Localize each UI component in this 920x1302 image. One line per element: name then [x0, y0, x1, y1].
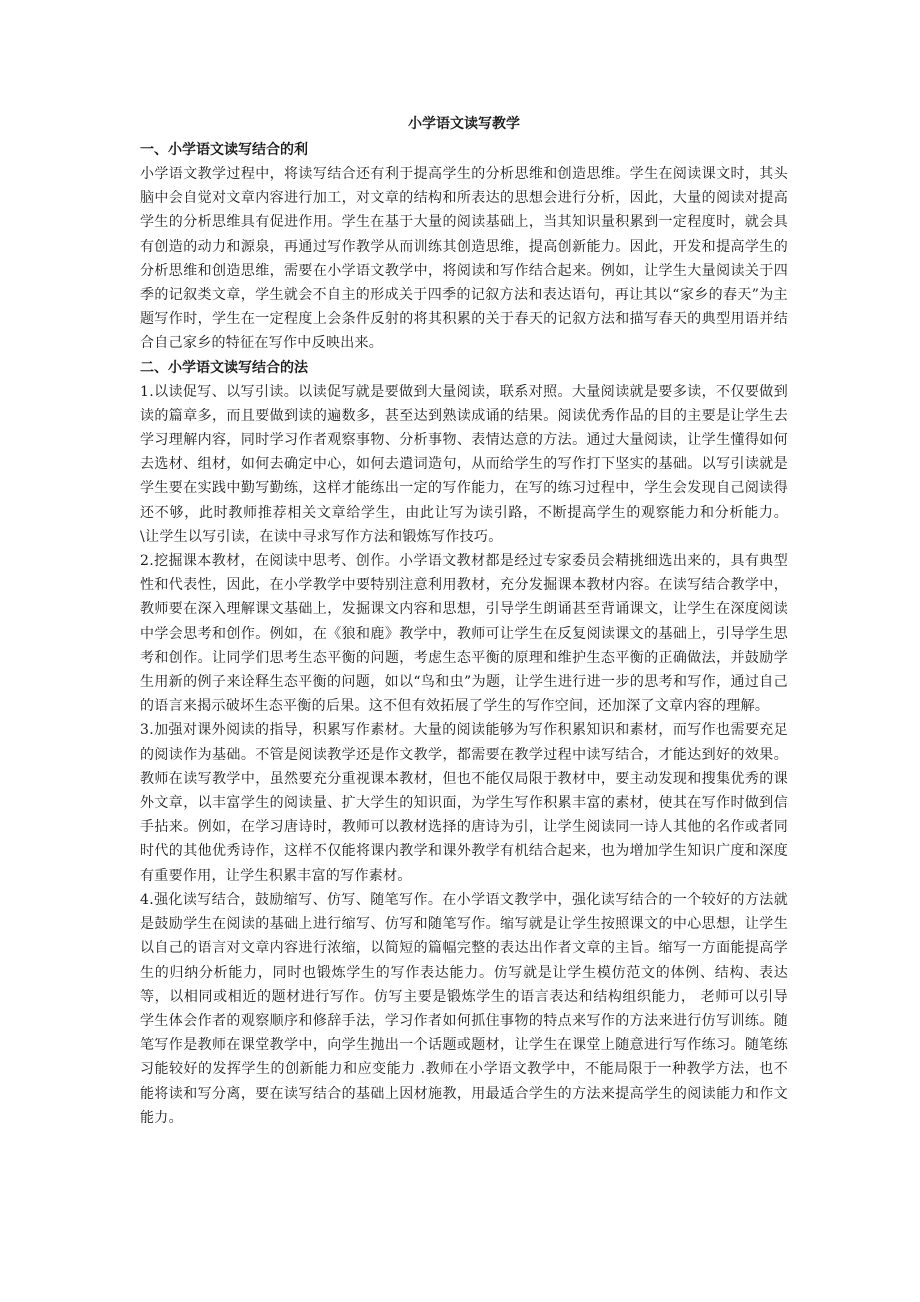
paragraph: 2.挖掘课本教材，在阅读中思考、创作。小学语文教材都是经过专家委员会精挑细选出来的，具有典型性和代表性，因此，在小学教学中要特别注意利用教材，充分发掘课本教材内容。在读写结合教学中，教师要在深入理解课文基础上，发掘课文内容和思想，引导学生朗诵甚至背诵课文，让学生在深度阅读中学会思考和创作。例如，在《狼和鹿》教学中，教师可让学生在反复阅读课文的基础上，引导学生思考和创作。让同学们思考生态平衡的问题，考虑生态平衡的原理和维护生态平衡的正确做法，并鼓励学生用新的例子来诠释生态平衡的问题，如以“鸟和虫”为题，让学生进行进一步的思考和写作，通过自己的语言来揭示破坏生态平衡的后果。这不但有效拓展了学生的写作空间，还加深了文章内容的理解。 — [140, 553, 788, 715]
paragraph: 3.加强对课外阅读的指导，积累写作素材。大量的阅读能够为写作积累知识和素材，而写作也需要充足的阅读作为基础。不管是阅读教学还是作文教学，都需要在教学过程中读写结合，才能达到好的效果。教师在读写教学中，虽然要充分重视课本教材，但也不能仅局限于教材中，要主动发现和搜集优秀的课外文章，以丰富学生的阅读量、扩大学生的知识面，为学生写作积累丰富的素材，使其在写作时做到信手拈来。例如，在学习唐诗时，教师可以教材选择的唐诗为引，让学生阅读同一诗人其他的名作或者同时代的其他优秀诗作，这样不仅能将课内教学和课外教学有机结合起来，也为增加学生知识广度和深度有重要作用，让学生积累丰富的写作素材。 — [140, 722, 788, 884]
paragraph: 4.强化读写结合，鼓励缩写、仿写、随笔写作。在小学语文教学中，强化读写结合的一个较好的方法就是鼓励学生在阅读的基础上进行缩写、仿写和随笔写作。缩写就是让学生按照课文的中心思想，让学生以自己的语言对文章内容进行浓缩，以简短的篇幅完整的表达出作者文章的主旨。缩写一方面能提高学生的归纳分析能力，同时也锻炼学生的写作表达能力。仿写就是让学生模仿范文的体例、结构、表达等，以相同或相近的题材进行写作。仿写主要是锻炼学生的语言表达和结构组织能力， 老师可以引导学生体会作者的观察顺序和修辞手法，学习作者如何抓住事物的特点来写作的方法来进行仿写训练。随笔写作是教师在课堂教学中，向学生抛出一个话题或题材，让学生在课堂上随意进行写作练习。随笔练习能较好的发挥学生的创新能力和应变能力 .教师在小学语文教学中，不能局限于一种教学方法，也不能将读和写分离，要在读写结合的基础上因材施教，用最适合学生的方法来提高学生的阅读能力和作文能力。 — [140, 891, 788, 1126]
paragraph: 小学语文教学过程中，将读写结合还有利于提高学生的分析思维和创造思维。学生在阅读课文时，其头脑中会自觉对文章内容进行加工，对文章的结构和所表达的思想会进行分析，因此，大量的阅读对提高学生的分析思维具有促进作用。学生在基于大量的阅读基础上，当其知识量积累到一定程度时，就会具有创造的动力和源泉，再通过写作教学从而训练其创造思维，提高创新能力。因此，开发和提高学生的分析思维和创造思维，需要在小学语文教学中，将阅读和写作结合起来。例如，让学生大量阅读关于四季的记叙类文章，学生就会不自主的形成关于四季的记叙方法和表达语句，再让其以“家乡的春天”为主题写作时，学生在一定程度上会条件反射的将其积累的关于春天的记叙方法和描写春天的典型用语并结合自己家乡的特征在写作中反映出来。 — [140, 166, 788, 352]
section-advantages — [140, 138, 788, 356]
paragraph: 1.以读促写、以写引读。以读促写就是要做到大量阅读，联系对照。大量阅读就是要多读，不仅要做到读的篇章多，而且要做到读的遍数多，甚至达到熟读成诵的结果。阅读优秀作品的目的主要是让学生去学习理解内容，同时学习作者观察事物、分析事物、表情达意的方法。通过大量阅读，让学生懂得如何去选材、组材，如何去确定中心，如何去遣词造句，从而给学生的写作打下坚实的基础。以写引读就是学生要在实践中勤写勤练，这样才能练出一定的写作能力，在写的练习过程中，学生会发现自己阅读得还不够，此时教师推荐相关文章给学生，由此让写为读引路，不断提高学生的观察能力和分析能力。\让学生以写引读，在读中寻求写作方法和锻炼写作技巧。 — [140, 383, 788, 545]
section-heading: 二、小学语文读写结合的法 — [140, 359, 308, 376]
section-methods — [140, 356, 788, 1130]
document-title: 小学语文读写教学 — [408, 116, 520, 132]
document-page — [140, 114, 788, 1130]
section-heading: 一、小学语文读写结合的利 — [140, 142, 308, 158]
